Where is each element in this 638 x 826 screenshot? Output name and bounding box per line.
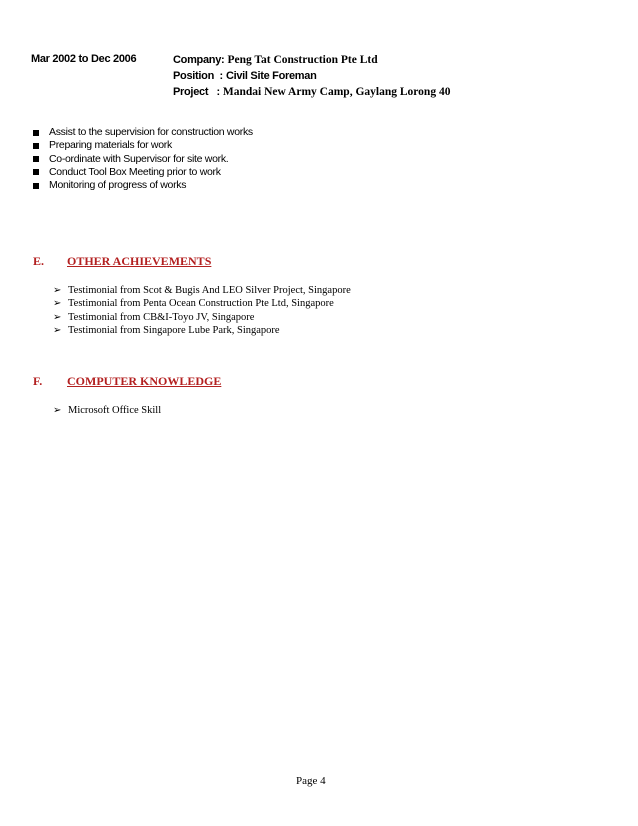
duties-list	[33, 126, 253, 192]
project-label: Project :	[173, 86, 220, 98]
job-period: Mar 2002 to Dec 2006	[31, 53, 137, 65]
list-item: Co-ordinate with Supervisor for site work.	[33, 153, 253, 166]
list-item: ➢ Testimonial from CB&I-Toyo JV, Singapore	[53, 311, 255, 323]
square-bullet-icon	[33, 143, 39, 149]
list-item: ➢ Testimonial from Singapore Lube Park, Singapore	[53, 324, 280, 336]
arrow-check-icon: ➢	[53, 324, 62, 336]
position-value: Civil Site Foreman	[225, 70, 317, 82]
section-title: OTHER ACHIEVEMENTS	[67, 254, 212, 268]
list-item: Monitoring of progress of works	[33, 179, 253, 192]
section-letter: F.	[33, 374, 43, 388]
arrow-check-icon: ➢	[53, 311, 62, 323]
section-heading-e	[33, 254, 211, 269]
job-project-line	[173, 85, 450, 101]
list-item: Conduct Tool Box Meeting prior to work	[33, 166, 253, 179]
list-item: ➢ Microsoft Office Skill	[53, 405, 162, 416]
position-label: Position :	[173, 70, 223, 82]
arrow-check-icon: ➢	[53, 298, 62, 310]
list-item: ➢ Testimonial from Scot & Bugis And LEO Silver Project, Singapore	[53, 285, 351, 296]
company-label: Company:	[173, 54, 225, 66]
list-item: Preparing materials for work	[33, 139, 253, 152]
arrow-check-icon: ➢	[53, 285, 62, 296]
achievements-list	[53, 284, 351, 337]
section-letter: E.	[33, 254, 45, 268]
project-value: Mandai New Army Camp, Gaylang Lorong 40	[222, 86, 451, 98]
list-item: ➢ Testimonial from Penta Ocean Construction Pte Ltd, Singapore	[53, 298, 334, 310]
job-company-line	[173, 53, 450, 69]
square-bullet-icon	[33, 130, 39, 136]
company-value: Peng Tat Construction Pte Ltd	[227, 54, 378, 66]
square-bullet-icon	[33, 169, 39, 175]
section-heading-f	[33, 374, 221, 389]
job-details	[173, 53, 450, 101]
page-number: Page 4	[296, 775, 326, 787]
square-bullet-icon	[33, 183, 39, 189]
list-item: Assist to the supervision for construction works	[33, 126, 253, 139]
section-title: COMPUTER KNOWLEDGE	[67, 374, 222, 388]
job-position-line	[173, 69, 450, 85]
square-bullet-icon	[33, 156, 39, 162]
computer-skills-list	[53, 404, 161, 417]
arrow-check-icon: ➢	[53, 405, 62, 416]
